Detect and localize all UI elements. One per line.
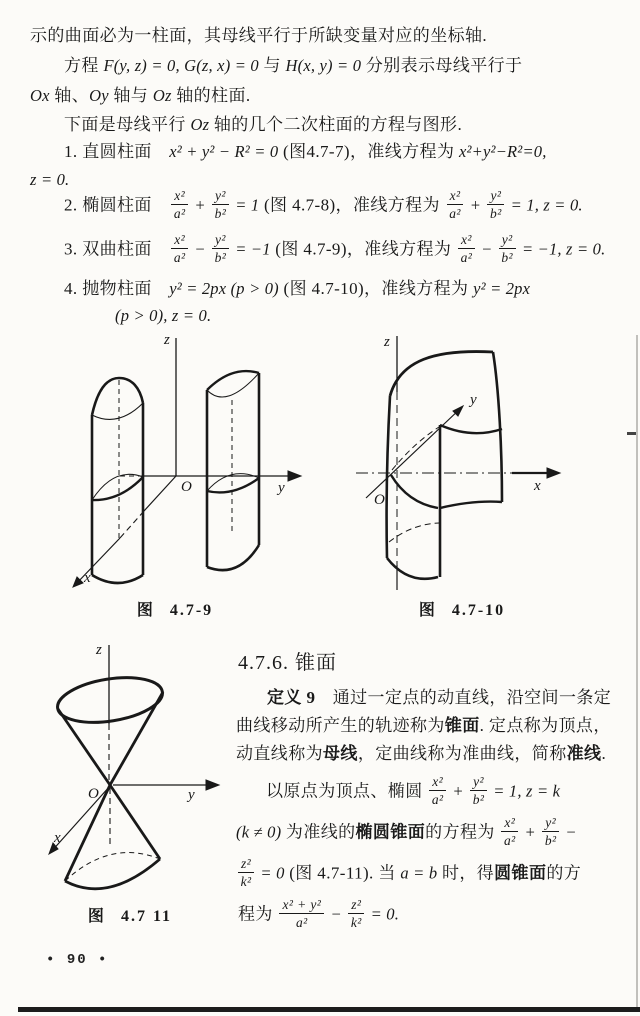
- origin-label: O: [181, 479, 192, 495]
- fraction: $\frac{\text{z²}}{\text{k²}}$: [238, 856, 254, 889]
- z-axis-label: z: [164, 332, 170, 348]
- cone-paragraph-line: [266, 776, 560, 809]
- fraction: $\frac{\text{z²}}{\text{k²}}$: [348, 897, 364, 930]
- text-run: 动直线称为: [236, 744, 323, 763]
- text-run: 1. 直圆柱面: [64, 142, 170, 161]
- math-run: z = 0.: [30, 170, 70, 189]
- z-axis-label: z: [96, 642, 102, 658]
- y-arrow: [288, 471, 301, 481]
- figure-cone: [30, 640, 240, 902]
- text-line: [64, 115, 462, 135]
- list-item-parabolic-cylinder: [64, 279, 530, 299]
- definition-line: [236, 744, 606, 764]
- footer-decor: •: [98, 952, 109, 968]
- math-run: −: [561, 822, 577, 842]
- math-run: = 1: [230, 195, 260, 215]
- math-run: Ox: [30, 86, 50, 105]
- fraction: $\frac{\text{x²}}{\text{a²}}$: [171, 188, 188, 221]
- fraction: $\frac{\text{x²}}{\text{a²}}$: [429, 774, 446, 807]
- text-run: 时，得: [437, 863, 495, 883]
- y-axis: [366, 407, 462, 498]
- math-run: +: [465, 195, 486, 215]
- math-run: +: [190, 195, 211, 215]
- math-run: = 0: [256, 863, 285, 883]
- text-run: 程为: [238, 904, 278, 924]
- math-run: +: [520, 822, 541, 842]
- math-run: −: [326, 904, 347, 924]
- y-axis-label: y: [188, 787, 195, 803]
- text-run: 母线: [323, 744, 358, 763]
- text-run: . 定点称为顶点，: [479, 716, 611, 735]
- math-run: a = b: [400, 863, 438, 883]
- text-run: 轴的几个二次柱面的方程与图形.: [209, 115, 463, 134]
- text-run: 的方: [546, 863, 582, 883]
- math-run: −: [476, 239, 497, 259]
- text-line: [64, 56, 522, 76]
- math-run: +: [448, 781, 469, 801]
- text-run: (图4.7-7)，准线方程为: [278, 142, 460, 161]
- caption-label: 图: [136, 602, 154, 619]
- fraction: $\frac{\text{y²}}{\text{b²}}$: [212, 232, 229, 265]
- footer-page-number: 90: [66, 952, 88, 968]
- math-run: Oz: [190, 115, 210, 134]
- text-run: 以原点为顶点、椭圆: [266, 781, 428, 801]
- caption-number: 4.7 11: [120, 908, 173, 925]
- text-run: 2. 椭圆柱面: [64, 195, 170, 215]
- math-run: x²+y²−R²=0,: [459, 142, 547, 161]
- text-run: .: [601, 744, 607, 763]
- x-axis-label: x: [534, 478, 541, 494]
- fraction: $\frac{\text{x²}}{\text{a²}}$: [447, 188, 464, 221]
- text-run: 分别表示母线平行于: [361, 56, 523, 75]
- text-run: 示的曲面必为一柱面，其母线平行于所缺变量对应的坐标轴.: [30, 26, 488, 45]
- fraction: $\frac{\text{x² + y²}}{\text{a²}}$: [279, 897, 324, 930]
- text-run: 与: [258, 56, 286, 75]
- text-run: 准线: [566, 744, 602, 763]
- section-title: 4.7.6. 锥面: [238, 652, 337, 674]
- scan-artifact: [627, 432, 636, 435]
- definition-line: [267, 688, 611, 708]
- figure-parabolic-cylinder: [350, 330, 630, 592]
- definition-line: [236, 716, 611, 736]
- x-axis-label: x: [84, 570, 91, 586]
- text-run: 轴、: [49, 86, 90, 105]
- math-run: −: [190, 239, 211, 259]
- math-run: F(y, z) = 0, G(z, x) = 0: [103, 56, 259, 75]
- math-run: y² = 2px (p > 0): [169, 279, 279, 298]
- text-line: [115, 306, 211, 326]
- fraction: $\frac{\text{x²}}{\text{a²}}$: [458, 232, 475, 265]
- fraction: $\frac{\text{x²}}{\text{a²}}$: [501, 815, 518, 848]
- caption-label: 图: [418, 602, 436, 619]
- list-item-circular-cylinder: [64, 142, 547, 162]
- cone-paragraph-line: [236, 817, 577, 850]
- list-item-elliptic-cylinder: [64, 190, 583, 223]
- math-run: = −1: [230, 239, 271, 259]
- scan-edge-shadow: [636, 335, 638, 1007]
- text-run: 曲线移动所产生的轨迹称为: [236, 716, 445, 735]
- fraction: $\frac{\text{y²}}{\text{b²}}$: [212, 188, 229, 221]
- text-run: 锥面: [444, 716, 480, 735]
- scan-edge-line: [18, 1007, 640, 1012]
- text-run: ，定曲线称为准曲线，简称: [357, 744, 567, 763]
- math-run: y² = 2px: [473, 279, 531, 298]
- page-number: [46, 952, 108, 968]
- text-run: 为准线的: [281, 822, 356, 842]
- text-run: 椭圆锥面: [355, 822, 426, 842]
- text-line: [30, 26, 487, 46]
- text-run: (图 4.7-11). 当: [284, 863, 401, 883]
- fraction: $\frac{\text{y²}}{\text{b²}}$: [542, 815, 559, 848]
- footer-decor: •: [46, 952, 57, 968]
- origin-label: O: [88, 786, 99, 802]
- fraction: $\frac{\text{y²}}{\text{b²}}$: [499, 232, 516, 265]
- math-run: H(x, y) = 0: [285, 56, 362, 75]
- text-run: (图 4.7-8)，准线方程为: [259, 195, 445, 215]
- text-run: 轴与: [108, 86, 153, 105]
- figure-caption: [362, 597, 562, 620]
- caption-number: 4.7-9: [169, 602, 214, 619]
- math-run: = 1, z = k: [488, 781, 561, 801]
- figure-hyperbolic-cylinder: [40, 330, 340, 592]
- math-run: Oy: [89, 86, 109, 105]
- text-run: 通过一定点的动直线，沿空间一条定: [315, 688, 612, 707]
- text-run: 3. 双曲柱面: [64, 239, 170, 259]
- z-axis-label: z: [384, 334, 390, 350]
- fraction: $\frac{\text{x²}}{\text{a²}}$: [171, 232, 188, 265]
- figure-caption: [75, 597, 275, 620]
- math-run: = −1, z = 0.: [517, 239, 606, 259]
- math-run: (p > 0), z = 0.: [115, 306, 212, 325]
- fraction: $\frac{\text{y²}}{\text{b²}}$: [487, 188, 504, 221]
- math-run: x² + y² − R² = 0: [169, 142, 279, 161]
- x-axis: [144, 476, 176, 511]
- text-run: 轴的柱面.: [171, 86, 251, 105]
- y-axis-label: y: [278, 480, 285, 496]
- text-run: (图 4.7-10)，准线方程为: [278, 279, 474, 298]
- caption-label: 图: [87, 908, 105, 925]
- y-axis-label: y: [470, 392, 477, 408]
- text-run: 下面是母线平行: [64, 115, 191, 134]
- text-run: 圆锥面: [494, 863, 547, 883]
- text-run: 定义 9: [267, 688, 316, 707]
- text-run: 4. 抛物柱面: [64, 279, 170, 298]
- x-axis-label: x: [54, 830, 61, 846]
- list-item-hyperbolic-cylinder: [64, 234, 605, 267]
- cone-paragraph-line: [236, 858, 581, 891]
- math-run: = 0.: [366, 904, 400, 924]
- text-line: [30, 170, 69, 190]
- cone-paragraph-line: [238, 899, 399, 932]
- x-arrow: [547, 468, 560, 478]
- text-line: [30, 86, 251, 106]
- fraction: $\frac{\text{y²}}{\text{b²}}$: [470, 774, 487, 807]
- math-run: = 1, z = 0.: [506, 195, 583, 215]
- text-run: (图 4.7-9)，准线方程为: [270, 239, 456, 259]
- origin-label: O: [374, 492, 385, 508]
- caption-number: 4.7-10: [451, 602, 506, 619]
- text-run: 方程: [64, 56, 104, 75]
- math-run: (k ≠ 0): [236, 822, 282, 842]
- figure-caption: [50, 903, 210, 926]
- math-run: Oz: [152, 86, 172, 105]
- text-run: 的方程为: [425, 822, 500, 842]
- y-arrow: [206, 780, 219, 790]
